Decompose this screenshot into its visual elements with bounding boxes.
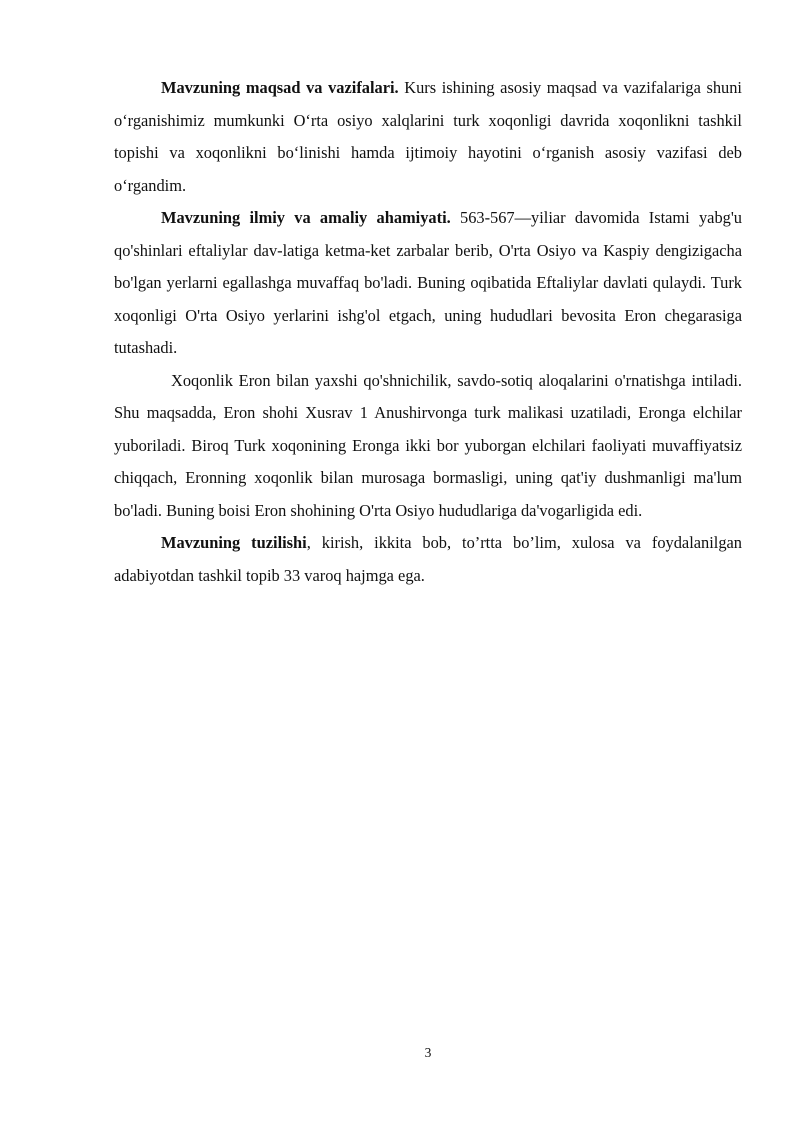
paragraph-lead: Mavzuning ilmiy va amaliy ahamiyati.: [161, 208, 451, 227]
paragraph-body: , kirish, ikkita bob, to’rtta bo’lim, xulosa va foydalanilgan adabiyotdan tashkil topib 33 varoq hajmga ega.: [114, 533, 742, 585]
paragraph-body: 563-567—yiliar davomida Istami yabg'u qo'shinlari eftaliylar dav-latiga ketma-ket zarbalar berib, O'rta Osiyo va Kaspiy dengizigacha bo'lgan yerlarni egallashga muvaffaq bo'ladi. Buning oqibatida Eftaliylar davlati qulaydi. Turk xoqonligi O'rta Osiyo yerlarini ishg'ol etgach, uning hududlari bevosita Eron chegarasiga tutashadi.: [114, 208, 742, 357]
paragraph-body: Xoqonlik Eron bilan yaxshi qo'shnichilik, savdo-sotiq aloqalarini o'rnatishga intiladi. Shu maqsadda, Eron shohi Xusrav 1 Anushirvonga turk malikasi uzatiladi, Eronga elchilar yuboriladi. Biroq Turk xoqonining Eronga ikki bor yuborgan elchilari faoliyati muvaffiyatsiz chiqqach, Eronning xoqonlik bilan murosaga bormasligi, uning qat'iy dushmanligi ma'lum bo'ladi. Buning boisi Eron shohining O'rta Osiyo hududlariga da'vogarligida edi.: [114, 370, 742, 520]
paragraph-lead: Mavzuning tuzilishi: [161, 533, 307, 552]
body-text: [114, 72, 742, 592]
paragraph-significance: [114, 202, 742, 365]
paragraph-structure: [114, 527, 742, 592]
paragraph-lead: Mavzuning maqsad va vazifalari.: [161, 78, 399, 97]
paragraph-purpose: [114, 72, 742, 202]
paragraph-relations: [114, 365, 742, 528]
paragraph-body: Kurs ishining asosiy maqsad va vazifalariga shuni oʻrganishimiz mumkunki Oʻrta osiyo xalqlarini turk xoqonligi davrida xoqonlikni tashkil topishi va xoqonlikni boʻlinishi hamda ijtimoiy hayotini oʻrganish asosiy vazifasi deb oʻrgandim.: [114, 78, 742, 195]
page-number: 3: [424, 1045, 432, 1060]
